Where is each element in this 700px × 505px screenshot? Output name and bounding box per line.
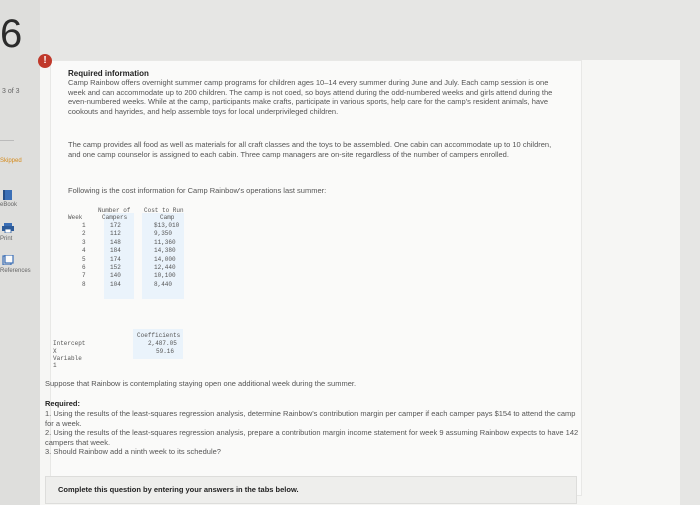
cost-cell: 14,380 xyxy=(154,247,176,255)
cost-cell: $13,010 xyxy=(154,222,180,229)
status-badge: Skipped xyxy=(0,158,22,164)
x-variable-label: X Variable 1 xyxy=(53,348,82,369)
cost-cell: 11,360 xyxy=(154,238,176,246)
question-sidebar xyxy=(0,0,40,505)
cost-cell: 12,440 xyxy=(154,264,176,271)
week-cell: 6 xyxy=(82,264,86,271)
week-cell: 3 xyxy=(82,238,86,246)
intercept-label: Intercept xyxy=(53,340,86,347)
instruction-text: Complete this question by entering your answers in the tabs below. xyxy=(58,485,299,494)
campers-cell: 140 xyxy=(110,272,121,280)
campers-cell: 172 xyxy=(110,222,121,229)
print-label: Print xyxy=(0,236,13,242)
week-cell: 7 xyxy=(82,272,86,280)
campers-cell: 148 xyxy=(110,238,121,246)
references-label: References xyxy=(0,268,31,274)
scenario-text: Suppose that Rainbow is contemplating staying open one additional week during the summer. xyxy=(45,379,357,388)
required-item-3: 3. Should Rainbow add a ninth week to its schedule? xyxy=(45,447,221,456)
question-progress: 3 of 3 xyxy=(2,88,20,95)
required-item-1: 1. Using the results of the least-squares regression analysis, determine Rainbow's contribution margin per camper if each camper pays $154 to attend the camp for a week. xyxy=(45,409,576,428)
week-cell: 4 xyxy=(82,247,86,255)
campers-cell: 152 xyxy=(110,264,121,271)
campers-header-line1: Number of xyxy=(98,207,131,214)
campers-cell: 174 xyxy=(110,255,121,263)
references-icon xyxy=(2,255,14,265)
cost-header-line2: Camp xyxy=(160,214,175,221)
cost-cell: 14,000 xyxy=(154,255,176,263)
print-icon xyxy=(2,223,14,233)
week-cell: 2 xyxy=(82,230,86,238)
ebook-label: eBook xyxy=(0,202,18,208)
required-information-title: Required information xyxy=(68,69,149,78)
campers-header-line2: Campers xyxy=(102,214,128,221)
cost-cell: 8,440 xyxy=(154,280,173,288)
description-paragraph: Following is the cost information for Camp Rainbow's operations last summer: xyxy=(68,186,327,195)
description-paragraph: The camp provides all food as well as materials for all craft classes and the toys to be assembled. One cabin can accommodate up to 10 children, and one camp counselor is assigned to each cabin. Three camp managers are on-site regardless of the number of campers enrolled. xyxy=(68,140,552,159)
instruction-box xyxy=(45,476,577,504)
intercept-value: 2,487.05 xyxy=(148,340,177,347)
week-cell: 8 xyxy=(82,280,86,288)
week-cell: 1 xyxy=(82,222,86,229)
question-number: 6 xyxy=(0,12,23,56)
x-variable-value: 59.16 xyxy=(156,348,175,355)
week-header: Week xyxy=(68,214,83,221)
cost-cell: 10,100 xyxy=(154,272,176,280)
description-paragraph: Camp Rainbow offers overnight summer camp programs for children ages 10–14 every summer during June and July. Each camp session is one week and can accommodate up to 200 children. The camp is not coed, so boys attend during the odd-numbered weeks and girls attend during the even-numbered weeks. While at the camp, participants make crafts, participate in various sports, help care for the camp's resident animals, have cookouts and hayrides, and help assemble toys for local underprivileged children. xyxy=(68,78,553,116)
cost-header-line1: Cost to Run xyxy=(144,207,184,214)
required-item-2: 2. Using the results of the least-squares regression analysis, prepare a contribution margin income statement for week 9 assuming Rainbow expects to have 142 campers that week. xyxy=(45,428,579,447)
cost-cell: 9,350 xyxy=(154,230,173,238)
campers-cell: 104 xyxy=(110,280,121,288)
book-icon xyxy=(2,190,14,200)
divider xyxy=(0,140,14,141)
required-heading: Required: xyxy=(45,399,81,408)
coefficients-header: Coefficients xyxy=(137,332,181,339)
week-cell: 5 xyxy=(82,255,86,263)
campers-cell: 184 xyxy=(110,247,121,255)
campers-cell: 112 xyxy=(110,230,121,238)
alert-icon: ! xyxy=(38,54,52,68)
